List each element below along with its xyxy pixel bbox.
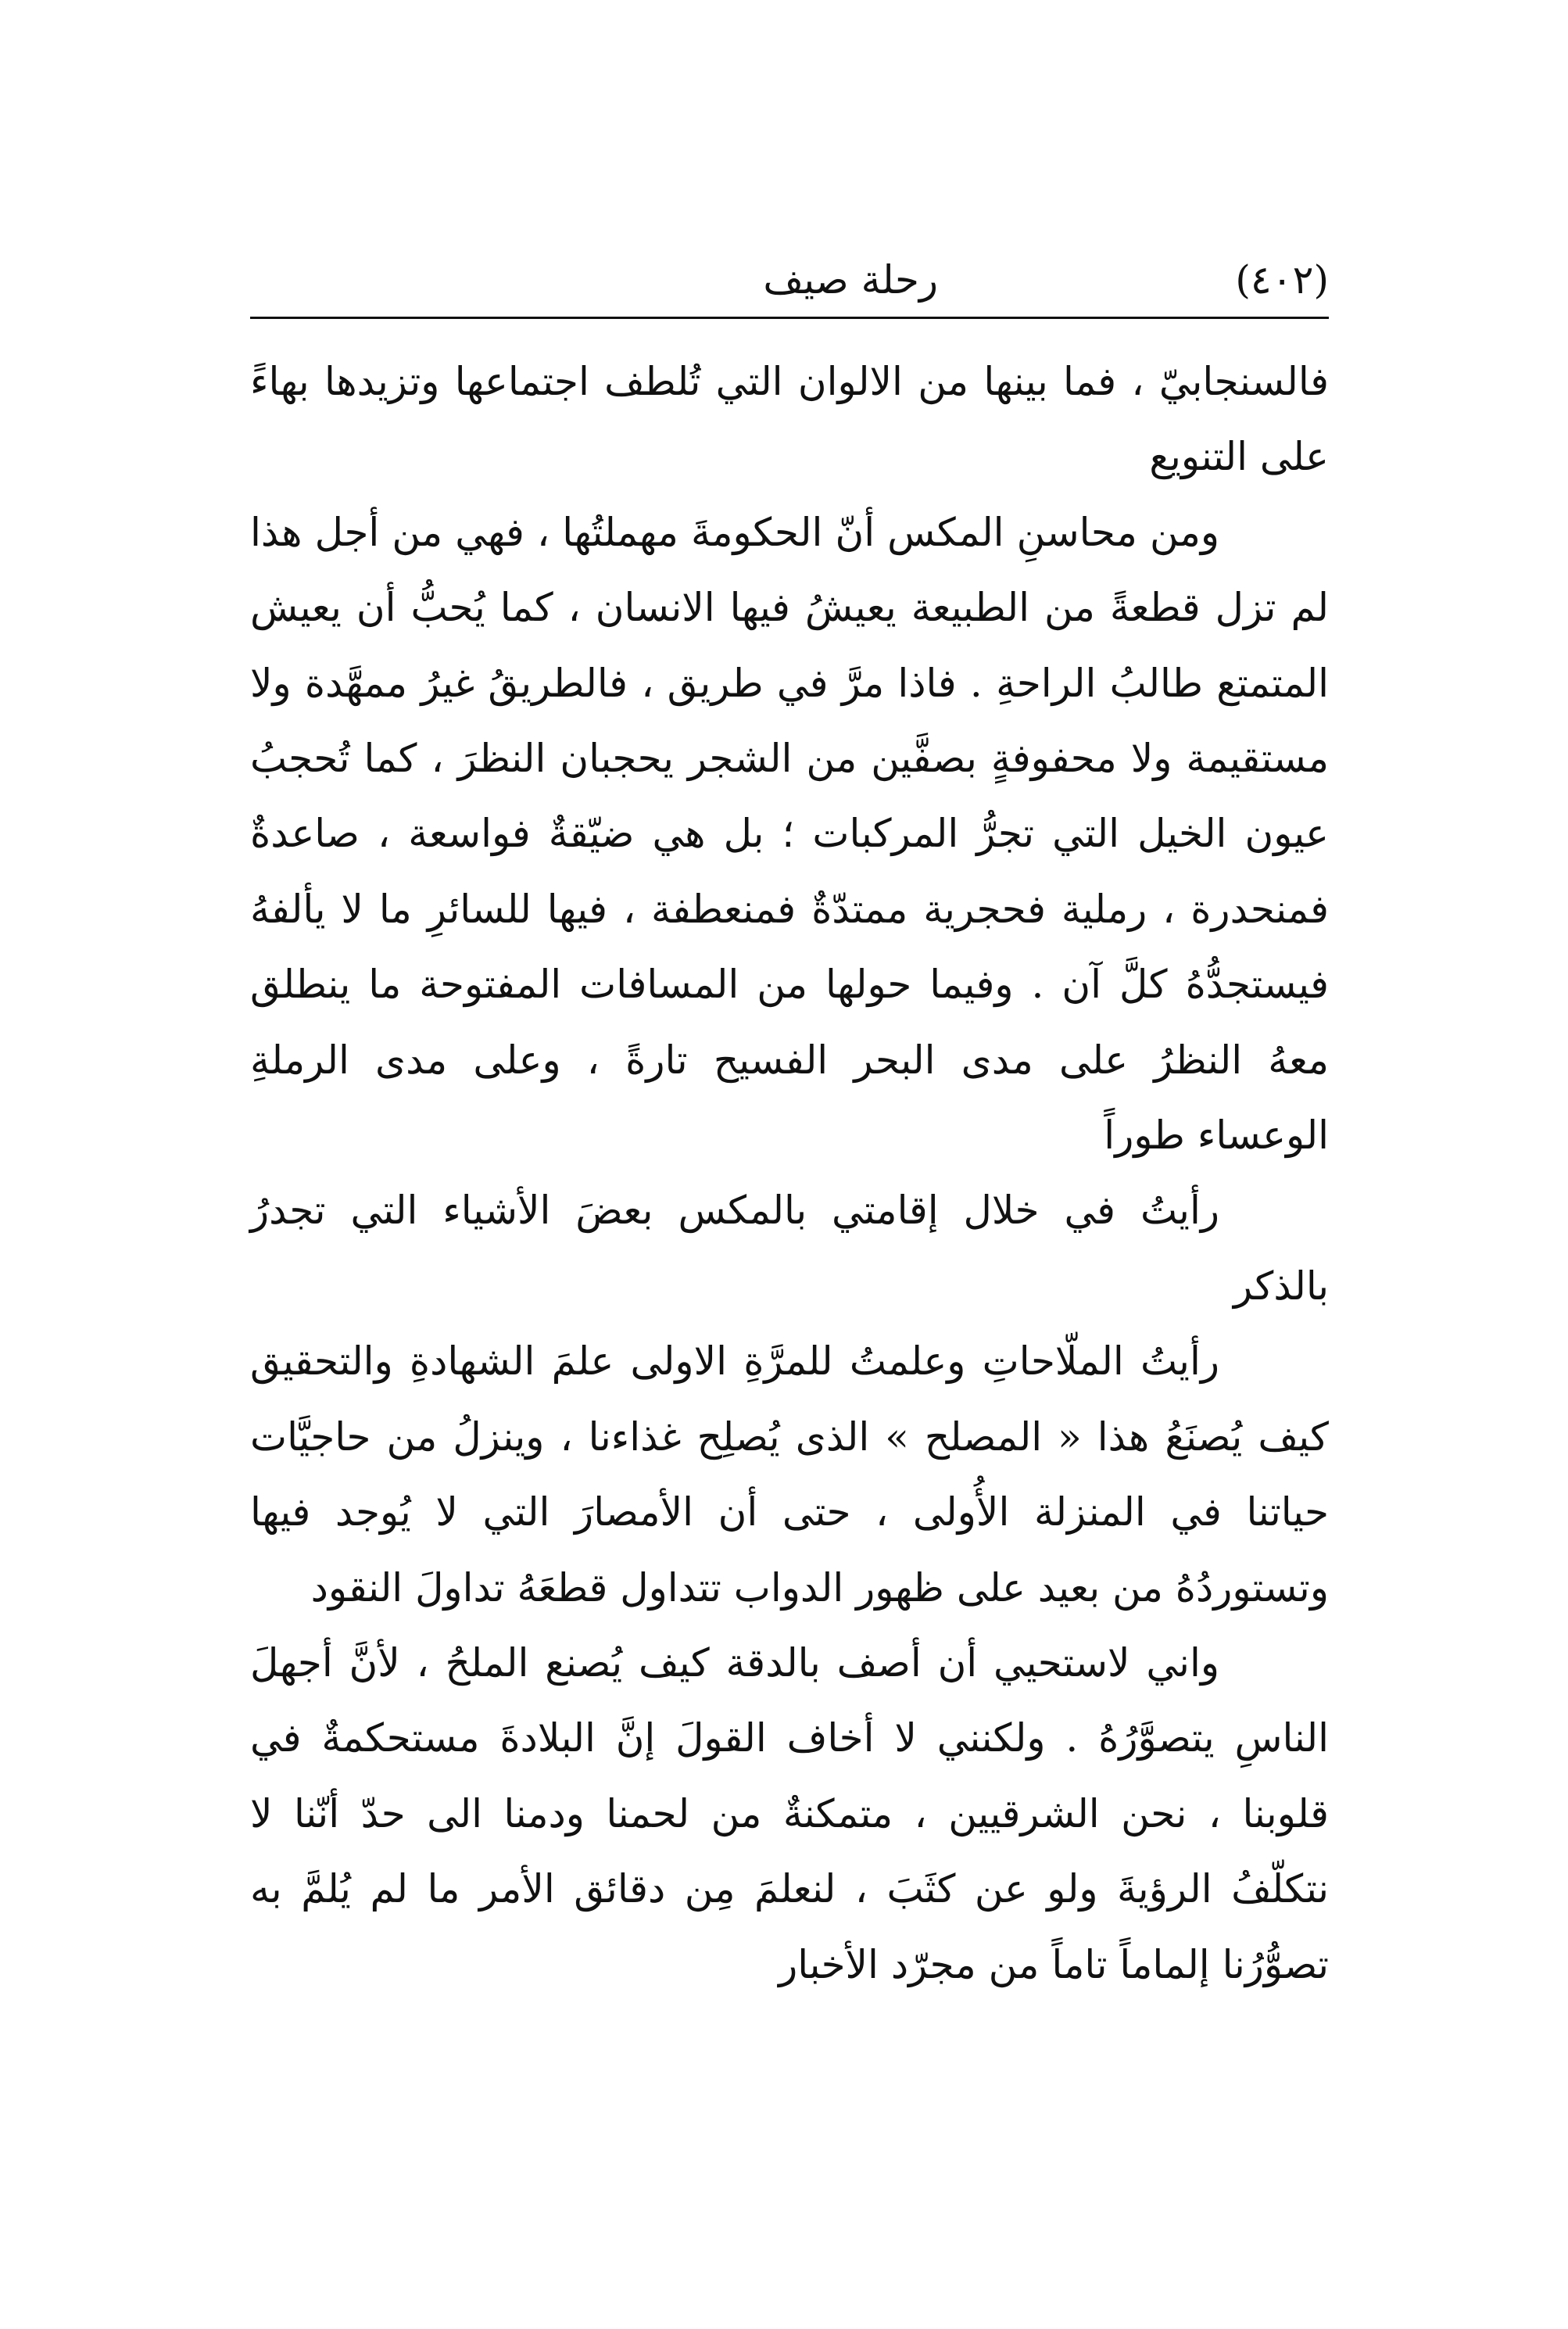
body-text [250,344,1329,2002]
paragraph: واني لاستحيي أن أصف بالدقة كيف يُصنع الملحُ ، لأنَّ أجهلَ الناسِ يتصوَّرُهُ . ولكنني لا أخاف القولَ إنَّ البلادةَ مستحكمةٌ في قلوبنا ، نحن الشرقيين ، متمكنةٌ من لحمنا ودمنا الى حدّ أنّنا لا نتكلّفُ الرؤيةَ ولو عن كثَبَ ، لنعلمَ مِن دقائق الأمر ما لم يُلمَّ به تصوُّرُنا إلماماً تاماً من مجرّد الأخبار [250,1639,1329,1987]
header-rule [250,317,1329,319]
paragraph: ومن محاسنِ المكس أنّ الحكومةَ مهملتُها ، فهي من أجل هذا لم تزل قطعةً من الطبيعة يعيشُ فيها الانسان ، كما يُحبُّ أن يعيش المتمتع طالبُ الراحةِ . فاذا مرَّ في طريق ، فالطريقُ غيرُ ممهَّدة ولا مستقيمة ولا محفوفةٍ بصفَّين من الشجر يحجبان النظرَ ، كما تُحجبُ عيون الخيل التي تجرُّ المركبات ؛ بل هي ضيّقةٌ فواسعة ، صاعدةٌ فمنحدرة ، رملية فحجرية ممتدّةٌ فمنعطفة ، فيها للسائرِ ما لا يألفهُ فيستجدُّهُ كلَّ آن . وفيما حولها من المسافات المفتوحة ما ينطلق معهُ النظرُ على مدى البحر الفسيح تارةً ، وعلى مدى الرملةِ الوعساء طوراً [250,509,1329,1159]
paragraph: رأيتُ الملّاحاتِ وعلمتُ للمرَّةِ الاولى علمَ الشهادةِ والتحقيق كيف يُصنَعُ هذا « المصلح » الذى يُصلِح غذاءنا ، وينزلُ من حاجيَّات حياتنا في المنزلة الأُولى ، حتى أن الأمصارَ التي لا يُوجد فيها وتستوردُهُ من بعيد على ظهور الدواب تتداول قطعَهُ تداولَ النقود [250,1338,1329,1611]
page-number: (٤٠٢) [1235,257,1329,303]
paragraph: رأيتُ في خلال إقامتي بالمكس بعضَ الأشياء التي تجدرُ بالذكر [250,1188,1329,1309]
running-title: رحلة صيف [763,257,938,303]
page-header [250,249,1329,311]
paragraph: فالسنجابيّ ، فما بينها من الالوان التي تُلطف اجتماعها وتزيدها بهاءً على التنويع [250,359,1329,480]
